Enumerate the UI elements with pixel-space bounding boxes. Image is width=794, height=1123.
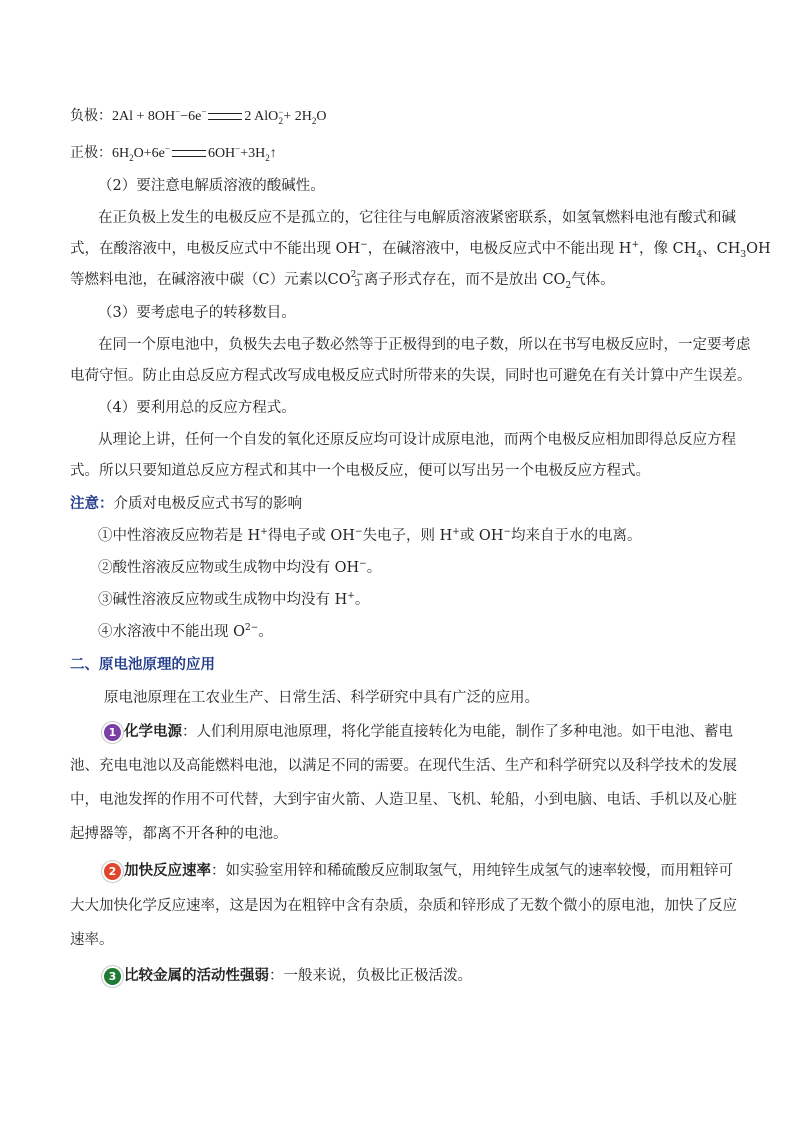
paragraph-total-eq-line2: 式。所以只要知道总反应方程式和其中一个电极反应，便可以写出另一个电极反应方程式。 xyxy=(70,463,650,479)
application-1-line3: 中，电池发挥的作用不可代替，大到宇宙火箭、人造卫星、飞机、轮船，小到电脑、电话、手机以及心脏 xyxy=(70,792,737,808)
number-3-badge-icon: 3 xyxy=(104,968,121,985)
charge-sup: − xyxy=(175,106,181,117)
equation-lhs-mid: O+6e xyxy=(133,146,165,161)
equation-label: 负极： xyxy=(70,109,112,124)
application-2-line3: 速率。 xyxy=(70,932,114,948)
text-run: ，像 CH xyxy=(639,241,697,257)
note-item-3 xyxy=(98,590,758,610)
text-run: 。 xyxy=(354,592,370,608)
application-2-title: 加快反应速率 xyxy=(124,862,211,879)
charge-sup: − xyxy=(360,240,368,251)
text-run: 等燃料电池，在碱溶液中碳（C）元素以 xyxy=(70,272,328,288)
subscript: 2 xyxy=(129,152,134,163)
equation-lhs: 2Al + 8OH xyxy=(112,109,176,124)
text-run: 均来自于水的电离。 xyxy=(511,528,642,544)
subscript: 2 xyxy=(265,152,270,163)
note-title: 介质对电极反应式书写的影响 xyxy=(113,496,302,512)
equals-sign xyxy=(172,150,206,157)
gas-arrow: ↑ xyxy=(269,146,277,161)
equation-coef: 2 xyxy=(244,109,255,124)
subscript: 3 xyxy=(740,249,747,260)
charge-sup: − xyxy=(201,106,207,117)
ion-sub: 3 xyxy=(354,279,361,289)
equation-rhs: + 2H xyxy=(283,109,312,124)
charge-sup: − xyxy=(359,559,367,570)
ion-sub: 2 xyxy=(278,115,284,126)
text-run: ：一般来说，负极比正极活泼。 xyxy=(269,968,472,984)
number-2-badge-icon: 2 xyxy=(104,863,121,880)
ion-formula: CO xyxy=(327,272,351,288)
equation-label: 正极： xyxy=(70,146,112,161)
point-3-heading: （3）要考虑电子的转移数目。 xyxy=(98,305,296,321)
paragraph-electrons-line1: 在同一个原电池中，负极失去电子数必然等于正极得到的电子数，所以在书写电极反应时，一定要考虑 xyxy=(98,337,751,353)
application-1-line2: 池、充电电池以及高能燃料电池，以满足不同的需要。在现代生活、生产和科学研究以及科学技术的发展 xyxy=(70,758,737,774)
charge-sup: + xyxy=(452,527,460,538)
charge-sup: − xyxy=(235,143,241,154)
application-1-line4: 起搏器等，都离不开各种的电池。 xyxy=(70,826,288,842)
charge-sup: − xyxy=(354,527,363,538)
text-run: ④水溶液中不能出现 O xyxy=(98,624,245,640)
section-2-intro: 原电池原理在工农业生产、日常生活、科学研究中具有广泛的应用。 xyxy=(104,690,539,706)
charge-sup: + xyxy=(347,591,355,602)
text-run: 。 xyxy=(366,560,382,576)
text-run: ①中性溶液反应物若是 H xyxy=(98,528,261,544)
ion-charge-stack xyxy=(351,271,364,289)
text-run: ②酸性溶液反应物或生成物中均没有 OH xyxy=(98,560,360,576)
ion-sup: 2− xyxy=(350,270,364,280)
note-item-2 xyxy=(98,558,758,578)
paragraph-acidity-line2 xyxy=(70,239,771,260)
text-run: ③碱性溶液反应物或生成物中均没有 H xyxy=(98,592,348,608)
equals-sign xyxy=(208,113,242,120)
text-run: 式，在酸溶液中，电极反应式中不能出现 OH xyxy=(70,241,361,257)
application-2-line2: 大大加快化学反应速率，这是因为在粗锌中含有杂质，杂质和锌形成了无数个微小的原电池，加快了反应 xyxy=(70,898,737,914)
equation-rhs-mid: +3H xyxy=(240,146,266,161)
note-item-1 xyxy=(98,526,758,546)
equation-rhs: 6OH xyxy=(207,146,236,161)
application-3-title: 比较金属的活动性强弱 xyxy=(124,967,269,984)
text-run: ：如实验室用锌和稀硫酸反应制取氢气，用纯锌生成氢气的速率较慢，而用粗锌可 xyxy=(211,863,733,879)
charge-sup: − xyxy=(164,143,170,154)
charge-sup: 2− xyxy=(245,623,259,634)
text-run: 。 xyxy=(258,624,273,640)
charge-sup: + xyxy=(260,527,268,538)
text-run: 、CH xyxy=(702,241,741,257)
section-2-heading: 二、原电池原理的应用 xyxy=(70,656,215,673)
paragraph-electrons-line2: 电荷守恒。防止由总反应方程式改写成电极反应式时所带来的失误，同时也可避免在有关计算中产生误差。 xyxy=(70,368,752,384)
text-run: 或 OH xyxy=(459,528,504,544)
text-run: 失电子，则 H xyxy=(362,528,453,544)
subscript: 4 xyxy=(696,249,703,260)
application-3-line1 xyxy=(104,966,764,986)
equation-lhs-mid: −6e xyxy=(180,109,202,124)
note-label: 注意： xyxy=(70,495,114,512)
text-run: ，在碱溶液中，电极反应式中不能出现 H xyxy=(367,241,632,257)
note-heading xyxy=(70,494,730,514)
charge-sup: + xyxy=(631,240,639,251)
point-2-heading: （2）要注意电解质溶液的酸碱性。 xyxy=(98,178,325,194)
paragraph-acidity-line3 xyxy=(70,270,730,290)
equation-rhs-end: O xyxy=(316,109,327,124)
ion-sup: − xyxy=(278,106,284,117)
text-run: 气体。 xyxy=(571,272,615,288)
text-run: OH xyxy=(746,241,771,257)
paragraph-acidity-line1: 在正负极上发生的电极反应不是孤立的，它往往与电解质溶液紧密联系，如氢氧燃料电池有酸式和碱 xyxy=(98,210,736,226)
subscript: 2 xyxy=(311,115,317,126)
application-2-line1 xyxy=(104,861,764,881)
equation-lhs: 6H xyxy=(112,146,130,161)
text-run: ：人们利用原电池原理，将化学能直接转化为电能，制作了多种电池。如干电池、蓄电 xyxy=(182,724,733,740)
positive-electrode-equation xyxy=(70,144,730,164)
application-1-title: 化学电源 xyxy=(124,723,182,740)
point-4-heading: （4）要利用总的反应方程式。 xyxy=(98,400,296,416)
paragraph-total-eq-line1: 从理论上讲，任何一个自发的氧化还原反应均可设计成原电池，而两个电极反应相加即得总反应方程 xyxy=(98,432,736,448)
negative-electrode-equation xyxy=(70,107,730,127)
text-run: 得电子或 OH xyxy=(267,528,355,544)
number-1-badge-icon: 1 xyxy=(104,724,121,741)
ion-formula: AlO xyxy=(254,109,279,124)
subscript: 2 xyxy=(565,280,572,291)
charge-sup: − xyxy=(503,527,512,538)
text-run: 离子形式存在，而不是放出 CO xyxy=(363,272,566,288)
note-item-4 xyxy=(98,622,758,642)
application-1-line1 xyxy=(104,722,764,742)
